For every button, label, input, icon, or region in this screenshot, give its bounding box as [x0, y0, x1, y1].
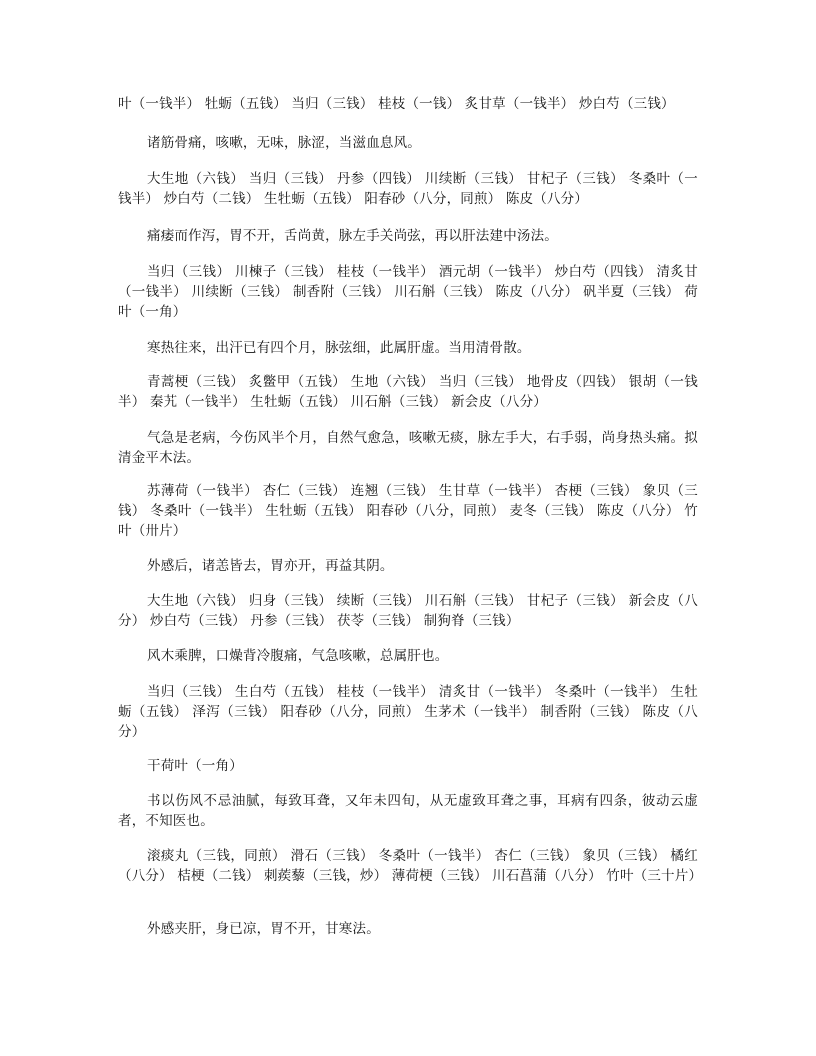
paragraph-15: 书以伤风不忌油腻，每致耳聋，又年未四旬，从无虚致耳聋之事，耳病有四条，彼动云虚者，不知医也。	[118, 793, 698, 829]
paragraph-4: 痛痿而作泻，胃不开，舌尚黄，脉左手关尚弦，再以肝法建中汤法。	[147, 228, 558, 244]
paragraph-11: 大生地（六钱） 归身（三钱） 续断（三钱） 川石斛（三钱） 甘杞子（三钱） 新会皮（八分） 炒白芍（三钱） 丹参（三钱） 茯苓（三钱） 制狗脊（三钱）	[118, 593, 698, 629]
paragraph-13: 当归（三钱） 生白芍（五钱） 桂枝（一钱半） 清炙甘（一钱半） 冬桑叶（一钱半） 生牡蛎（五钱） 泽泻（三钱） 阳春砂（八分，同煎） 生茅术（一钱半） 制香附（三钱） 陈皮（八分）	[118, 684, 698, 740]
paragraph-14: 干荷叶（一角）	[147, 758, 243, 774]
paragraph-10: 外感后，诸恙皆去，胃亦开，再益其阴。	[147, 558, 394, 574]
paragraph-1: 叶（一钱半） 牡蛎（五钱） 当归（三钱） 桂枝（一钱） 炙甘草（一钱半） 炒白芍（三钱）	[118, 96, 675, 112]
paragraph-3: 大生地（六钱） 当归（三钱） 丹参（四钱） 川续断（三钱） 甘杞子（三钱） 冬桑叶（一钱半） 炒白芍（二钱） 生牡蛎（五钱） 阳春砂（八分，同煎） 陈皮（八分）	[118, 171, 698, 207]
paragraph-9: 苏薄荷（一钱半） 杏仁（三钱） 连翘（三钱） 生甘草（一钱半） 杏梗（三钱） 象贝（三钱） 冬桑叶（一钱半） 生牡蛎（五钱） 阳春砂（八分，同煎） 麦冬（三钱） 陈皮（八分） 竹叶（卅片）	[118, 483, 698, 539]
paragraph-6: 寒热往来，出汗已有四个月，脉弦细，此属肝虚。当用清骨散。	[147, 340, 531, 356]
paragraph-5: 当归（三钱） 川楝子（三钱） 桂枝（一钱半） 酒元胡（一钱半） 炒白芍（四钱） 清炙甘（一钱半） 川续断（三钱） 制香附（三钱） 川石斛（三钱） 陈皮（八分） 矾半夏（三钱） 荷叶（一角）	[118, 264, 698, 320]
paragraph-8: 气急是老病，今伤风半个月，自然气愈急，咳嗽无痰，脉左手大，右手弱，尚身热头痛。拟清金平木法。	[118, 430, 698, 466]
paragraph-2: 诸筋骨痛，咳嗽，无味，脉涩，当滋血息风。	[147, 135, 421, 151]
paragraph-17: 外感夹肝，身已凉，胃不开，甘寒法。	[147, 921, 380, 937]
paragraph-7: 青蒿梗（三钱） 炙鳖甲（五钱） 生地（六钱） 当归（三钱） 地骨皮（四钱） 银胡（一钱半） 秦艽（一钱半） 生牡蛎（五钱） 川石斛（三钱） 新会皮（八分）	[118, 374, 698, 410]
paragraph-16: 滚痰丸（三钱，同煎） 滑石（三钱） 冬桑叶（一钱半） 杏仁（三钱） 象贝（三钱） 橘红（八分） 桔梗（二钱） 刺蒺藜（三钱，炒） 薄荷梗（三钱） 川石菖蒲（八分） 竹叶（三十片）	[118, 848, 703, 884]
paragraph-12: 风木乘脾，口燥背冷腹痛，气急咳嗽，总属肝也。	[147, 648, 449, 664]
